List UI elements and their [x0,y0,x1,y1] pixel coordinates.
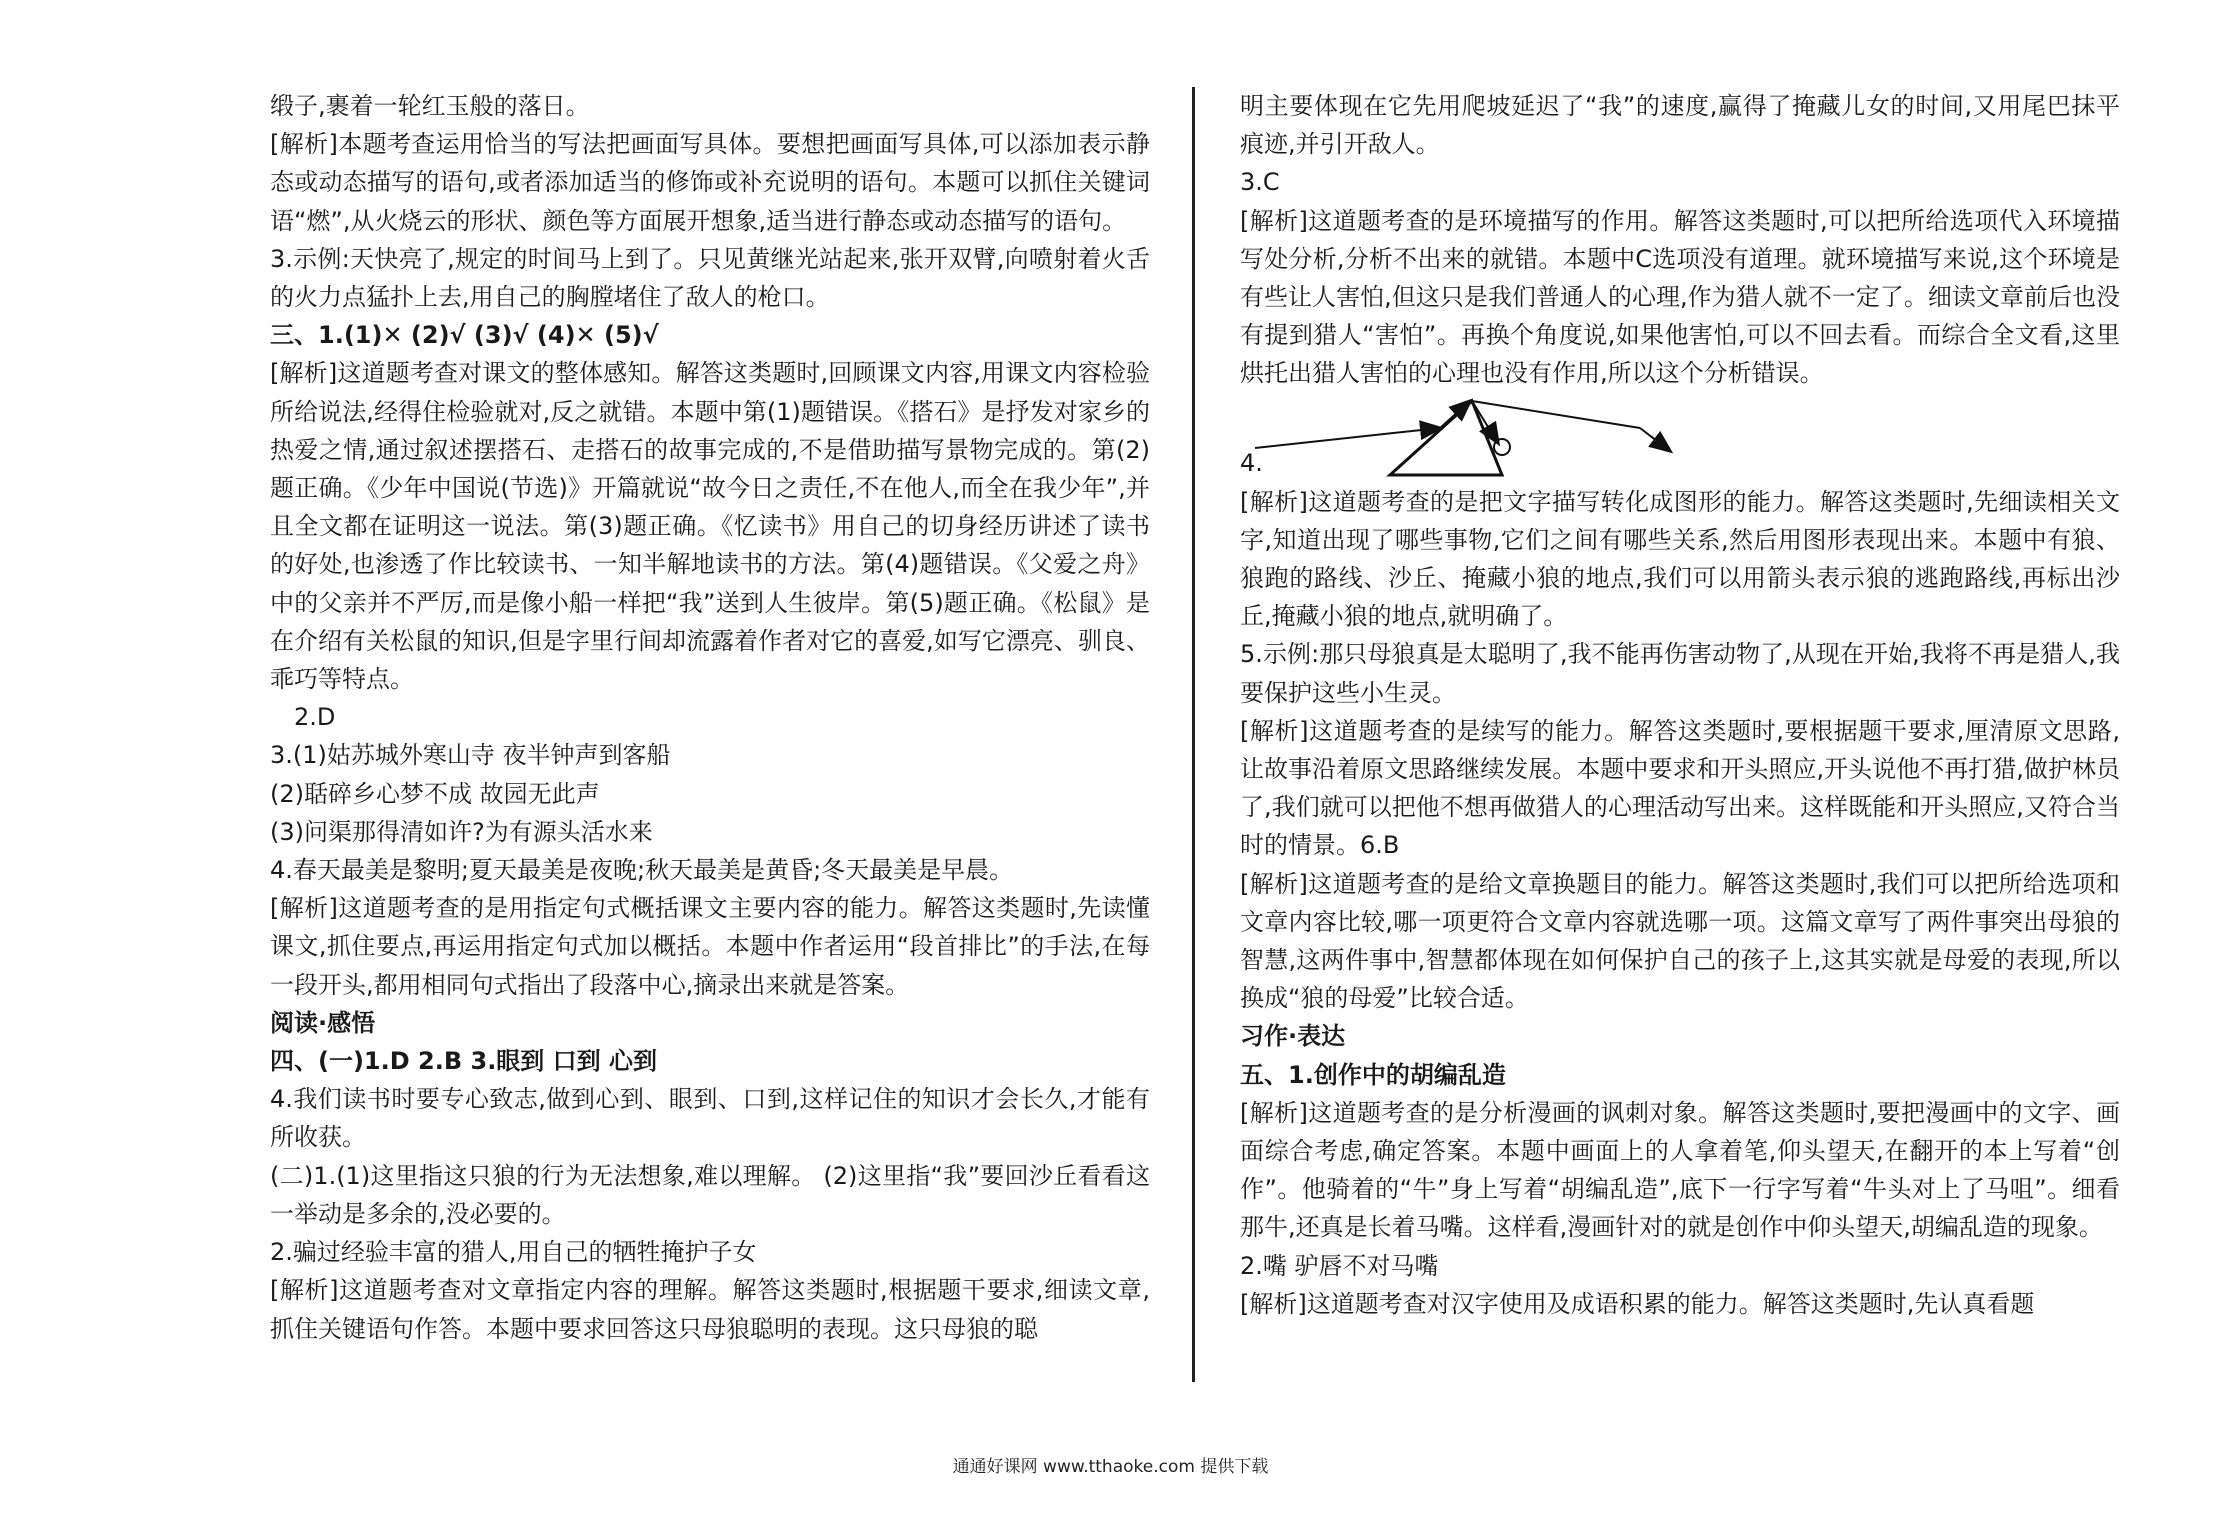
question-number: 4. [1240,449,1263,478]
poem-line: (3)问渠那得清如许?为有源头活水来 [270,817,653,846]
analysis-paragraph: [解析]本题考查运用恰当的写法把画面写具体。要想把画面写具体,可以添加表示静态或动态描写的语句,或者添加适当的修饰或补充说明的语句。本题可以抓住关键词语“燃”,从火烧云的形状、颜色等方面展开想象,适当进行静态或动态描写的语句。 [270,130,1150,235]
route-line-away [1472,401,1640,428]
sand-dune-triangle [1390,401,1502,475]
analysis-paragraph: [解析]这道题考查的是把文字描写转化成图形的能力。解答这类题时,先细读相关文字,知道出现了哪些事物,它们之间有哪些关系,然后用图形表现出来。本题中有狼、狼跑的路线、沙丘、掩藏小狼的地点,我们可以用箭头表示狼的逃跑路线,再标出沙丘,掩藏小狼的地点,就明确了。 [1240,487,2120,631]
answer-paragraph: 5.示例:那只母狼真是太聪明了,我不能再伤害动物了,从现在开始,我将不再是猎人,我要保护这些小生灵。 [1240,640,2120,707]
analysis-paragraph: [解析]这道题考查的是用指定句式概括课文主要内容的能力。解答这类题时,先读懂课文,抓住要点,再运用指定句式加以概括。本题中作者运用“段首排比”的手法,在每一段开头,都用相同句式指出了段落中心,摘录出来就是答案。 [270,894,1150,999]
section-heading-reading: 阅读·感悟 [270,1008,376,1037]
section-four-answers: 四、(一)1.D 2.B 3.眼到 口到 心到 [270,1047,658,1076]
answer-paragraph: (二)1.(1)这里指这只狼的行为无法想象,难以理解。 (2)这里指“我”要回沙丘看看这一举动是多余的,没必要的。 [270,1161,1150,1228]
right-column [1240,87,2120,1323]
footer-credit: 通通好课网 www.tthaoke.com 提供下载 [952,1457,1269,1477]
analysis-paragraph: [解析]这道题考查对课文的整体感知。解答这类题时,回顾课文内容,用课文内容检验所给说法,经得住检验就对,反之就错。本题中第(1)题错误。《搭石》是抒发对家乡的热爱之情,通过叙述摆搭石、走搭石的故事完成的,不是借助描写景物完成的。第(2)题正确。《少年中国说(节选)》开篇就说“故今日之责任,不在他人,而全在我少年”,并且全文都在证明这一说法。第(3)题正确。《忆读书》用自己的切身经历讲述了读书的好处,也渗透了作比较读书、一知半解地读书的方法。第(4)题错误。《父爱之舟》中的父亲并不严厉,而是像小船一样把“我”送到人生彼岸。第(5)题正确。《松鼠》是在介绍有关松鼠的知识,但是字里行间却流露着作者对它的喜爱,如写它漂亮、驯良、乖巧等特点。 [270,359,1150,694]
section-five-answer: 五、1.创作中的胡编乱造 [1240,1060,1506,1089]
column-divider [1192,87,1195,1382]
poem-line: (2)聒碎乡心梦不成 故园无此声 [270,779,600,808]
answer-line: 2.嘴 驴唇不对马嘴 [1240,1251,1439,1280]
hiding-spot-circle [1494,439,1510,455]
diagram-svg [1240,393,2120,483]
left-column [270,87,1150,1348]
poem-line: 3.(1)姑苏城外寒山寺 夜半钟声到客船 [270,741,671,770]
section-heading-writing: 习作·表达 [1240,1022,1346,1051]
analysis-paragraph: [解析]这道题考查对文章指定内容的理解。解答这类题时,根据题干要求,细读文章,抓住关键语句作答。本题中要求回答这只母狼聪明的表现。这只母狼的聪 [270,1276,1150,1343]
text-paragraph: 明主要体现在它先用爬坡延迟了“我”的速度,赢得了掩藏儿女的时间,又用尾巴抹平痕迹,并引开敌人。 [1240,92,2120,159]
route-line-start [1255,428,1440,448]
analysis-paragraph: [解析]这道题考查的是环境描写的作用。解答这类题时,可以把所给选项代入环境描写处分析,分析不出来的就错。本题中C选项没有道理。就环境描写来说,这个环境是有些让人害怕,但这只是我们普通人的心理,作为猎人就不一定了。细读文章前后也没有提到猎人“害怕”。再换个角度说,如果他害怕,可以不回去看。而综合全文看,这里烘托出猎人害怕的心理也没有作用,所以这个分析错误。 [1240,206,2120,388]
analysis-paragraph: [解析]这道题考查的是分析漫画的讽刺对象。解答这类题时,要把漫画中的文字、画面综合考虑,确定答案。本题中画面上的人拿着笔,仰头望天,在翻开的本上写着“创作”。他骑着的“牛”身上写着“胡编乱造”,底下一行字写着“牛头对上了马咀”。细看那牛,还真是长着马嘴。这样看,漫画针对的就是创作中仰头望天,胡编乱造的现象。 [1240,1098,2120,1242]
analysis-paragraph: [解析]这道题考查的是给文章换题目的能力。解答这类题时,我们可以把所给选项和文章内容比较,哪一项更符合文章内容就选哪一项。这篇文章写了两件事突出母狼的智慧,这两件事中,智慧都体现在如何保护自己的孩子上,这其实就是母爱的表现,所以换成“狼的母爱”比较合适。 [1240,869,2120,1013]
answer-line: 2.骗过经验丰富的猎人,用自己的牺牲掩护子女 [270,1238,757,1267]
answer-line: 4.春天最美是黎明;夏天最美是夜晚;秋天最美是黄昏;冬天最美是早晨。 [270,856,1014,885]
text-line: 缎子,裹着一轮红玉般的落日。 [270,92,590,120]
analysis-paragraph: [解析]这道题考查的是续写的能力。解答这类题时,要根据题干要求,厘清原文思路,让故事沿着原文思路继续发展。本题中要求和开头照应,开头说他不再打猎,做护林员了,我们就可以把他不想再做猎人的心理活动写出来。这样既能和开头照应,又符合当时的情景。6.B [1240,716,2120,860]
answer-paragraph: 3.示例:天快亮了,规定的时间马上到了。只见黄继光站起来,张开双臂,向喷射着火舌的火力点猛扑上去,用自己的胸膛堵住了敌人的枪口。 [270,244,1150,312]
route-line-end [1640,428,1670,451]
section-three-answers: 三、1.(1)✕ (2)√ (3)√ (4)✕ (5)√ [270,321,659,350]
answer-line: 2.D [294,703,336,732]
answer-line: 3.C [1240,168,1280,197]
answer-paragraph: 4.我们读书时要专心致志,做到心到、眼到、口到,这样记住的知识才会长久,才能有所收获。 [270,1085,1150,1152]
wolf-route-diagram [1240,393,2120,483]
analysis-paragraph: [解析]这道题考查对汉字使用及成语积累的能力。解答这类题时,先认真看题 [1240,1289,2035,1318]
